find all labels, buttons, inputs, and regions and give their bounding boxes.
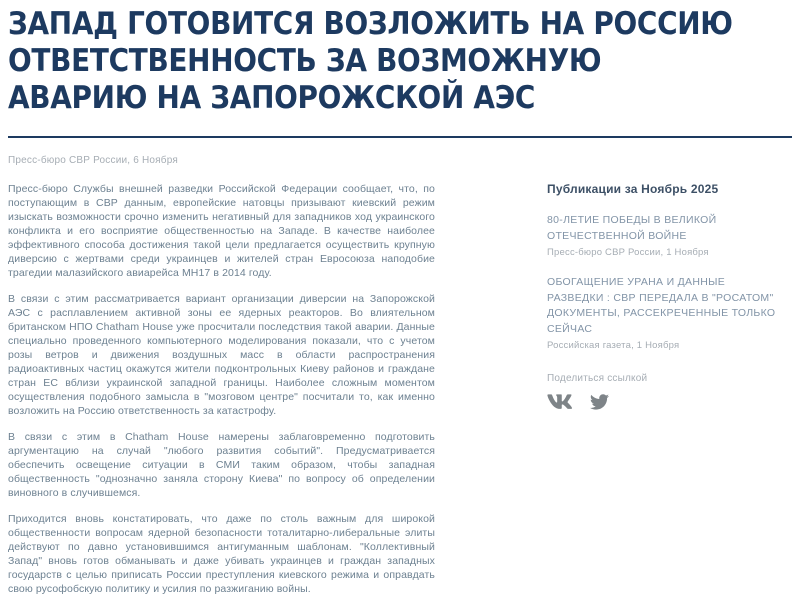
article-body	[8, 182, 435, 608]
publication-link[interactable]: 80-ЛЕТИЕ ПОБЕДЫ В ВЕЛИКОЙ ОТЕЧЕСТВЕННОЙ ВОЙНЕ	[547, 214, 717, 242]
publication-source: Российская газета, 1 Ноября	[547, 340, 680, 351]
article-paragraph: В связи с этим рассматривается вариант организации диверсии на Запорожской АЭС с расплавлением активной зоны ее ядерных реакторов. Во влиятельном британском НПО Chatham House уже просчитали последствия такой аварии. Данные специально проведенного компьютерного моделирования показали, что с учетом розы ветров и движения воздушных масс в области распространения радиоактивных частиц окажутся жители подконтрольных Киеву районов и граждане стран ЕС вблизи украинской западной границы. Наиболее сложным моментом осуществления подобного замысла в "мозговом центре" посчитали то, как именно возложить на Россию ответственность за катастрофу.	[8, 293, 435, 417]
article-meta-date: Пресс-бюро СВР России, 6 Ноября	[8, 155, 178, 166]
share-icons	[547, 394, 783, 410]
twitter-share-button[interactable]	[590, 394, 609, 410]
vk-share-button[interactable]	[547, 394, 572, 410]
share-label: Поделиться ссылкой	[547, 373, 648, 384]
twitter-icon	[590, 394, 609, 410]
article-paragraph: Пресс-бюро Службы внешней разведки Российской Федерации сообщает, что, по поступающим в СВР данным, европейские натовцы призывают киевский режим изыскать возможности срочно изменить негативный для западников ход украинского конфликта и его восприятие общественностью на Западе. В качестве наиболее эффективного способа достижения такой цели предлагается осуществить крупную диверсию с жертвами среди украинцев и жителей стран Евросоюза наподобие трагедии малазийского авиарейса MH17 в 2014 году.	[8, 183, 435, 279]
article-title: ЗАПАД ГОТОВИТСЯ ВОЗЛОЖИТЬ НА РОССИЮ ОТВЕТСТВЕННОСТЬ ЗА ВОЗМОЖНУЮ АВАРИЮ НА ЗАПОРОЖСКОЙ АЭС	[8, 6, 733, 116]
article-page	[0, 6, 800, 608]
vk-icon	[547, 394, 572, 410]
title-divider	[8, 136, 792, 138]
article-paragraph: Приходится вновь констатировать, что даже по столь важным для широкой общественности вопросам ядерной безопасности тоталитарно-либеральные элиты действуют по давно установившимся антигуманным шаблонам. "Коллективный Запад" вновь готов обманывать и даже убивать украинцев и граждан западных государств с целью приписать России преступления киевского режима и оправдать свою русофобскую политику и усилия по разжиганию войны.	[8, 513, 435, 595]
article-paragraph: В связи с этим в Chatham House намерены заблаговременно подготовить аргументацию на случай "любого развития событий". Предусматривается обеспечить освещение ситуации в СМИ таким образом, чтобы западная общественность "однозначно заняла сторону Киева" по вопросу об определении виновного в случившемся.	[8, 431, 435, 499]
publication-source: Пресс-бюро СВР России, 1 Ноября	[547, 247, 709, 258]
content-columns	[8, 182, 792, 608]
publications-header: Публикации за Ноябрь 2025	[547, 182, 719, 196]
publications-sidebar	[547, 182, 783, 410]
publication-item	[547, 213, 783, 258]
publication-link[interactable]: ОБОГАЩЕНИЕ УРАНА И ДАННЫЕ РАЗВЕДКИ : СВР ПЕРЕДАЛА В "РОСАТОМ" ДОКУМЕНТЫ, РАССЕКРЕЧЕННЫЕ ТОЛЬКО СЕЙЧАС	[547, 276, 776, 335]
publication-item	[547, 275, 783, 351]
